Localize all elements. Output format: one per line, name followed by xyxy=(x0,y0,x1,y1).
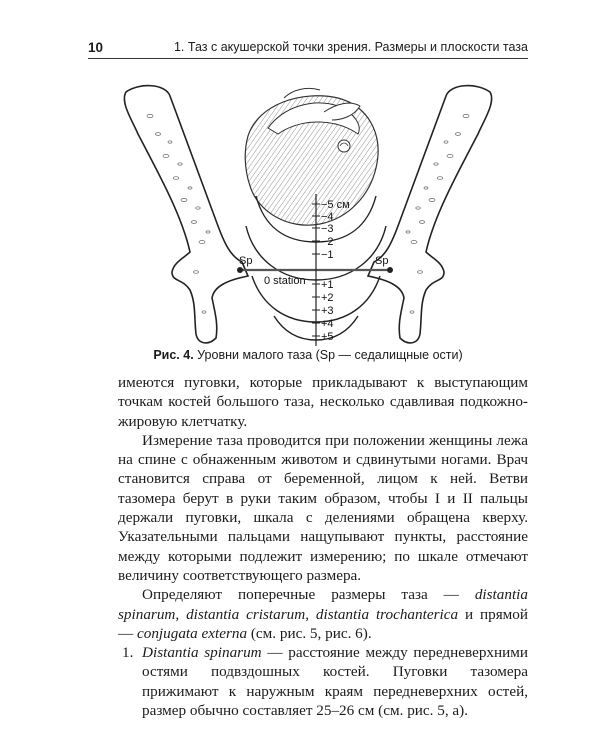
header-rule xyxy=(88,58,528,59)
page-number: 10 xyxy=(88,40,104,55)
scale-label: +5 xyxy=(321,331,334,343)
term-distantia-trochanterica: distantia trochanterica xyxy=(315,605,459,623)
right-spine-dot xyxy=(387,267,393,273)
p3-text: (см. рис. 5, рис. 6). xyxy=(247,624,372,642)
paragraph-1: имеются пуговки, которые прикладывают к выступающим точкам костей большого таза, несколько сдавливая подкожно-жировую клетчатку. xyxy=(118,374,528,430)
sp-label-right: Sp xyxy=(375,255,389,267)
sp-label-left: Sp xyxy=(239,255,253,267)
left-pelvic-bone xyxy=(124,86,248,343)
paragraph-2: Измерение таза проводится при положении женщины лежа на спине с обнаженным животом и сдвинутыми ногами. Врач становится справа от беременной, лицом к ней. Ветви тазомера берут в руки таким образом, чтобы I и II пальцы держали пуговки, шкала с делениями обращена кверху. Указательными пальцами нащупывают пункты, расстояние между которыми подлежит измерению; по шкале отмечают величину соответствующего размера. xyxy=(118,431,528,584)
scale-label: −4 xyxy=(321,211,334,223)
pelvis-levels-figure xyxy=(88,76,528,366)
term-distantia-spinarum: distantia spinarum xyxy=(118,586,528,623)
scale-label: −2 xyxy=(321,236,334,248)
term-distantia-cristarum: distantia cristarum xyxy=(186,605,306,623)
figure-caption xyxy=(88,348,528,362)
list-item-text: — расстояние между передневерхними остями подвздошных костей. Пуговки тазомера прижимают к наружным краям передневерхних остей, размер обычно составляет 25–26 см (см. рис. 5, а). xyxy=(142,644,528,720)
scale-label: −5 см xyxy=(321,199,350,211)
scale-label: +3 xyxy=(321,305,334,317)
paragraph-3 xyxy=(118,585,528,643)
list-number: 1. xyxy=(122,644,134,662)
p3-text: и прямой — xyxy=(118,605,529,642)
term-conjugata-externa: conjugata externa xyxy=(136,624,248,642)
running-title: 1. Таз с акушерской точки зрения. Размеры и плоскости таза xyxy=(173,40,528,54)
left-spine-dot xyxy=(237,267,243,273)
p3-text: , xyxy=(175,605,187,623)
term-distantia-spinarum: Distantia spinarum xyxy=(142,644,262,662)
body-text xyxy=(118,373,528,720)
fetal-head xyxy=(245,88,378,225)
caption-text: Уровни малого таза (Sp — седалищные ости) xyxy=(193,348,463,362)
scale-label: +4 xyxy=(321,318,334,330)
right-pelvic-bone xyxy=(368,86,492,343)
page-header xyxy=(88,32,528,55)
scale-label: −1 xyxy=(321,249,334,261)
caption-label: Рис. 4. xyxy=(153,348,194,362)
scale-label: −3 xyxy=(321,223,334,235)
scale-label: +1 xyxy=(321,279,334,291)
pelvis-illustration xyxy=(88,76,528,351)
zero-station-label: 0 station xyxy=(264,275,306,287)
list-item-1 xyxy=(118,643,528,720)
scale-label: +2 xyxy=(321,292,334,304)
p3-text: , xyxy=(305,605,316,623)
p3-text: Определяют поперечные размеры таза — xyxy=(142,586,475,604)
